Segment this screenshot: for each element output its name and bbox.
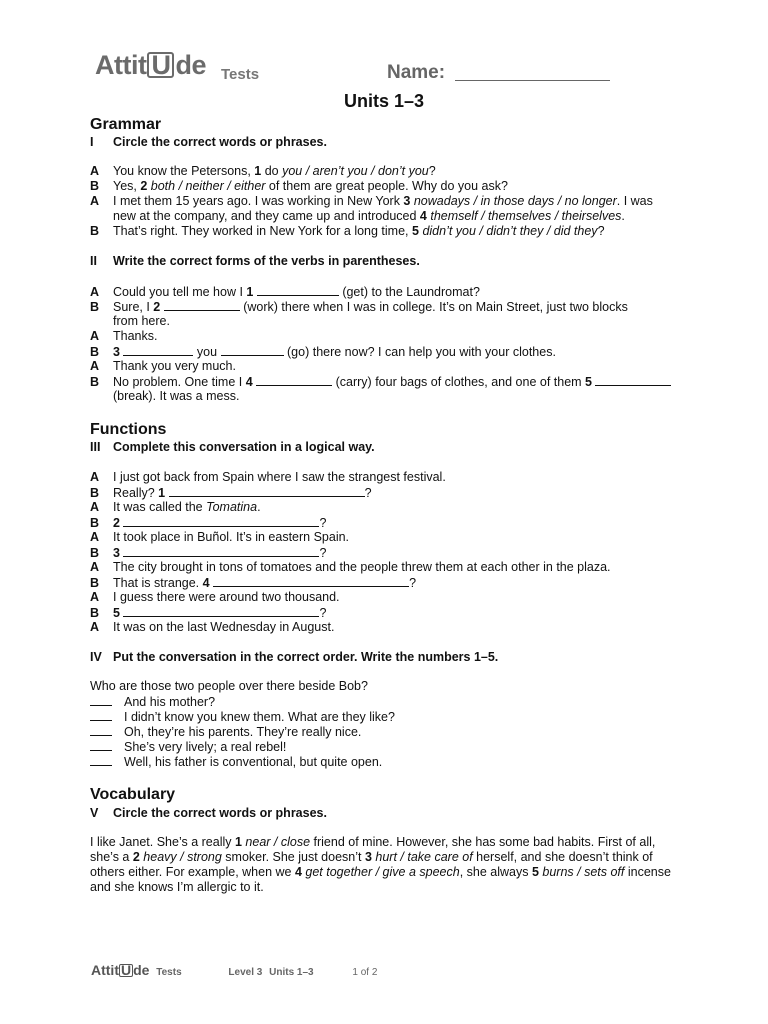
order-number-blank[interactable] [90,709,112,721]
dialogue-line [90,470,690,485]
exercise-number: V [90,806,99,820]
text: , she always [459,865,532,879]
speaker-label: B [90,345,100,359]
choice-options[interactable]: heavy / strong [143,850,222,864]
item-number: 5 [412,224,419,238]
text: Could you tell me how I [113,285,247,299]
text: smoker. She just doesn’t [221,850,365,864]
footer-level: Level 3 [228,967,263,978]
answer-blank[interactable] [257,284,339,296]
choice-options[interactable]: burns / sets off [542,865,625,879]
order-number-blank[interactable] [90,724,112,736]
name-field-line[interactable] [455,80,610,81]
dialogue-line [90,560,690,575]
vocabulary-heading: Vocabulary [90,786,176,803]
text: others either. For example, when we [90,865,295,879]
logo-text-pre: Attit [95,50,147,80]
logo-subtitle: Tests [221,66,260,83]
order-item [90,724,361,740]
item-number: 3 [113,546,120,560]
dialogue-line [90,515,690,531]
speaker-label: B [90,486,100,500]
text: herself, and she doesn’t think of [472,850,653,864]
text: Well, his father is conventional, but quite open. [124,755,383,769]
item-number: 5 [531,865,539,879]
item-number: 5 [585,375,592,389]
grammar-heading: Grammar [90,116,162,133]
speaker-label: B [90,516,100,530]
answer-blank[interactable] [123,545,319,557]
answer-blank[interactable] [213,575,409,587]
text: She’s very lively; a real rebel! [124,740,287,754]
dialogue-line [90,530,690,545]
speaker-label: A [90,620,100,634]
dialogue-line [90,284,690,300]
speaker-label: A [90,590,100,604]
text: she’s a [90,850,133,864]
speaker-label: B [90,224,100,238]
choice-options[interactable]: themself / themselves / theirselves [430,209,622,223]
item-number: 1 [246,285,254,299]
item-number: 4 [294,865,302,879]
text: ? [319,546,327,560]
exercise-5-instruction [90,806,327,820]
dialogue-line [90,605,690,621]
speaker-label: B [90,546,100,560]
logo-u-box: U [147,52,174,78]
item-number: 2 [153,300,161,314]
text: It was called the [113,500,207,514]
text: friend of mine. However, she has some bad habits. First of all, [310,835,656,849]
text: . [257,500,261,514]
instruction-text: Put the conversation in the correct order. Write the numbers 1–5. [113,650,499,664]
item-number: 1 [158,486,166,500]
exercise-number: II [90,254,97,268]
text: new at the company, and they came up and introduced [113,209,420,223]
text: I met them 15 years ago. I was working in New York [113,194,404,208]
instruction-text: Circle the correct words or phrases. [113,135,327,149]
text: No problem. One time I [113,375,246,389]
exercise-number: I [90,135,94,149]
choice-options[interactable]: didn’t you / didn’t they / did they [422,224,598,238]
footer-logo-u-box: U [121,962,132,978]
text: And his mother? [124,695,216,709]
answer-blank[interactable] [123,344,193,356]
text: of them are great people. Why do you ask? [265,179,508,193]
dialogue-line [90,194,690,209]
speaker-label: A [90,530,100,544]
footer-logo-pre: Attit [91,962,119,978]
item-number: 4 [245,375,253,389]
text: I like Janet. She’s a really [90,835,235,849]
footer-tests-label: Tests [156,967,182,978]
dialogue-line [90,500,690,515]
speaker-label: A [90,329,100,343]
item-number: 3 [113,345,120,359]
item-number: 2 [113,516,120,530]
answer-blank[interactable] [595,374,671,386]
exercise-number: IV [90,650,102,664]
text: Really? [113,486,159,500]
choice-options[interactable]: near / close [245,835,311,849]
page-footer [91,962,377,978]
festival-name: Tomatina [206,500,258,514]
instruction-text: Circle the correct words or phrases. [113,806,327,820]
functions-heading: Functions [90,421,167,438]
footer-units: Units 1–3 [269,967,314,978]
footer-logo-post: de [133,962,150,978]
speaker-label: B [90,375,100,389]
dialogue-line [90,299,690,315]
order-number-blank[interactable] [90,754,112,766]
text: You know the Petersons, [113,164,255,178]
paragraph-line: and she knows I’m allergic to it. [90,880,264,894]
choice-options[interactable]: you / aren’t you / don’t you [282,164,429,178]
paragraph-line [90,835,655,850]
item-number: 5 [113,606,120,620]
text: do [261,164,283,178]
text: Sure, I [113,300,154,314]
dialogue-line [90,545,690,561]
text: I didn’t know you knew them. What are they like? [124,710,395,724]
text: (go) there now? I can help you with your clothes. [283,345,556,359]
speaker-label: B [90,179,100,193]
text: That is strange. [113,576,203,590]
text: . I was [616,194,653,208]
attitude-logo [95,50,206,80]
order-item [90,694,215,710]
dialogue-line [90,224,690,239]
text: I just got back from Spain where I saw the strangest festival. [113,470,446,484]
order-item [90,709,395,725]
text: you [193,345,221,359]
item-number: 4 [419,209,427,223]
text: Thanks. [113,329,158,343]
dialogue-continuation: from here. [113,314,170,328]
instruction-text: Write the correct forms of the verbs in parentheses. [113,254,420,268]
speaker-label: A [90,500,100,514]
exercise-1-instruction [90,135,327,149]
dialogue-line [90,344,690,360]
order-number-blank[interactable] [90,739,112,751]
choice-options[interactable]: get together / give a speech [305,865,460,879]
text: ? [364,486,372,500]
speaker-label: A [90,470,100,484]
name-label: Name: [387,62,446,83]
dialogue-line [90,329,690,344]
item-number: 3 [403,194,411,208]
exercise-2-instruction [90,254,420,268]
order-item [90,754,382,770]
text: Oh, they’re his parents. They’re really nice. [124,725,362,739]
choice-options[interactable]: hurt / take care of [375,850,473,864]
speaker-label: B [90,606,100,620]
text: It was on the last Wednesday in August. [113,620,335,634]
paragraph-line [90,865,671,880]
dialogue-line [90,590,690,605]
answer-blank[interactable] [123,515,319,527]
text: ? [409,576,417,590]
item-number: 2 [132,850,140,864]
dialogue-line [90,620,690,635]
answer-blank[interactable] [256,374,332,386]
speaker-label: A [90,164,100,178]
text: It took place in Buñol. It’s in eastern Spain. [113,530,350,544]
text: ? [597,224,605,238]
footer-logo [91,962,149,978]
order-item [90,739,286,755]
text: (work) there when I was in college. It’s on Main Street, just two blocks [239,300,628,314]
dialogue-line [90,359,690,374]
text: ? [319,606,327,620]
dialogue-continuation: (break). It was a mess. [113,389,240,403]
dialogue-continuation [113,209,625,224]
text: ? [319,516,327,530]
item-number: 4 [202,576,210,590]
text: incense [624,865,671,879]
order-first-line: Who are those two people over there beside Bob? [90,679,368,693]
text: (carry) four bags of clothes, and one of them [332,375,586,389]
speaker-label: A [90,359,100,373]
dialogue-line [90,374,690,390]
speaker-label: B [90,300,100,314]
speaker-label: B [90,576,100,590]
text: Thank you very much. [113,359,236,373]
dialogue-line [90,179,690,194]
answer-blank[interactable] [164,299,240,311]
order-number-blank[interactable] [90,694,112,706]
dialogue-line [90,164,690,179]
answer-blank[interactable] [221,344,284,356]
text: That’s right. They worked in New York for a long time, [113,224,412,238]
answer-blank[interactable] [123,605,319,617]
text: ? [428,164,436,178]
text: Yes, [113,179,141,193]
choice-options[interactable]: both / neither / either [150,179,266,193]
footer-page-number: 1 of 2 [352,967,378,978]
choice-options[interactable]: nowadays / in those days / no longer [413,194,617,208]
item-number: 2 [140,179,148,193]
text: (get) to the Laundromat? [338,285,480,299]
answer-blank[interactable] [169,485,365,497]
text: The city brought in tons of tomatoes and the people threw them at each other in the plaza. [113,560,611,574]
instruction-text: Complete this conversation in a logical way. [113,440,375,454]
logo-text-post: de [175,50,206,80]
item-number: 3 [364,850,372,864]
dialogue-line [90,485,690,501]
exercise-number: III [90,440,101,454]
speaker-label: A [90,285,100,299]
speaker-label: A [90,194,100,208]
item-number: 1 [234,835,242,849]
item-number: 1 [254,164,262,178]
speaker-label: A [90,560,100,574]
exercise-3-instruction [90,440,375,454]
page-title: Units 1–3 [343,91,425,111]
dialogue-line [90,575,690,591]
exercise-4-instruction [90,650,498,664]
text: I guess there were around two thousand. [113,590,340,604]
paragraph-line [90,850,653,865]
text: . [621,209,625,223]
